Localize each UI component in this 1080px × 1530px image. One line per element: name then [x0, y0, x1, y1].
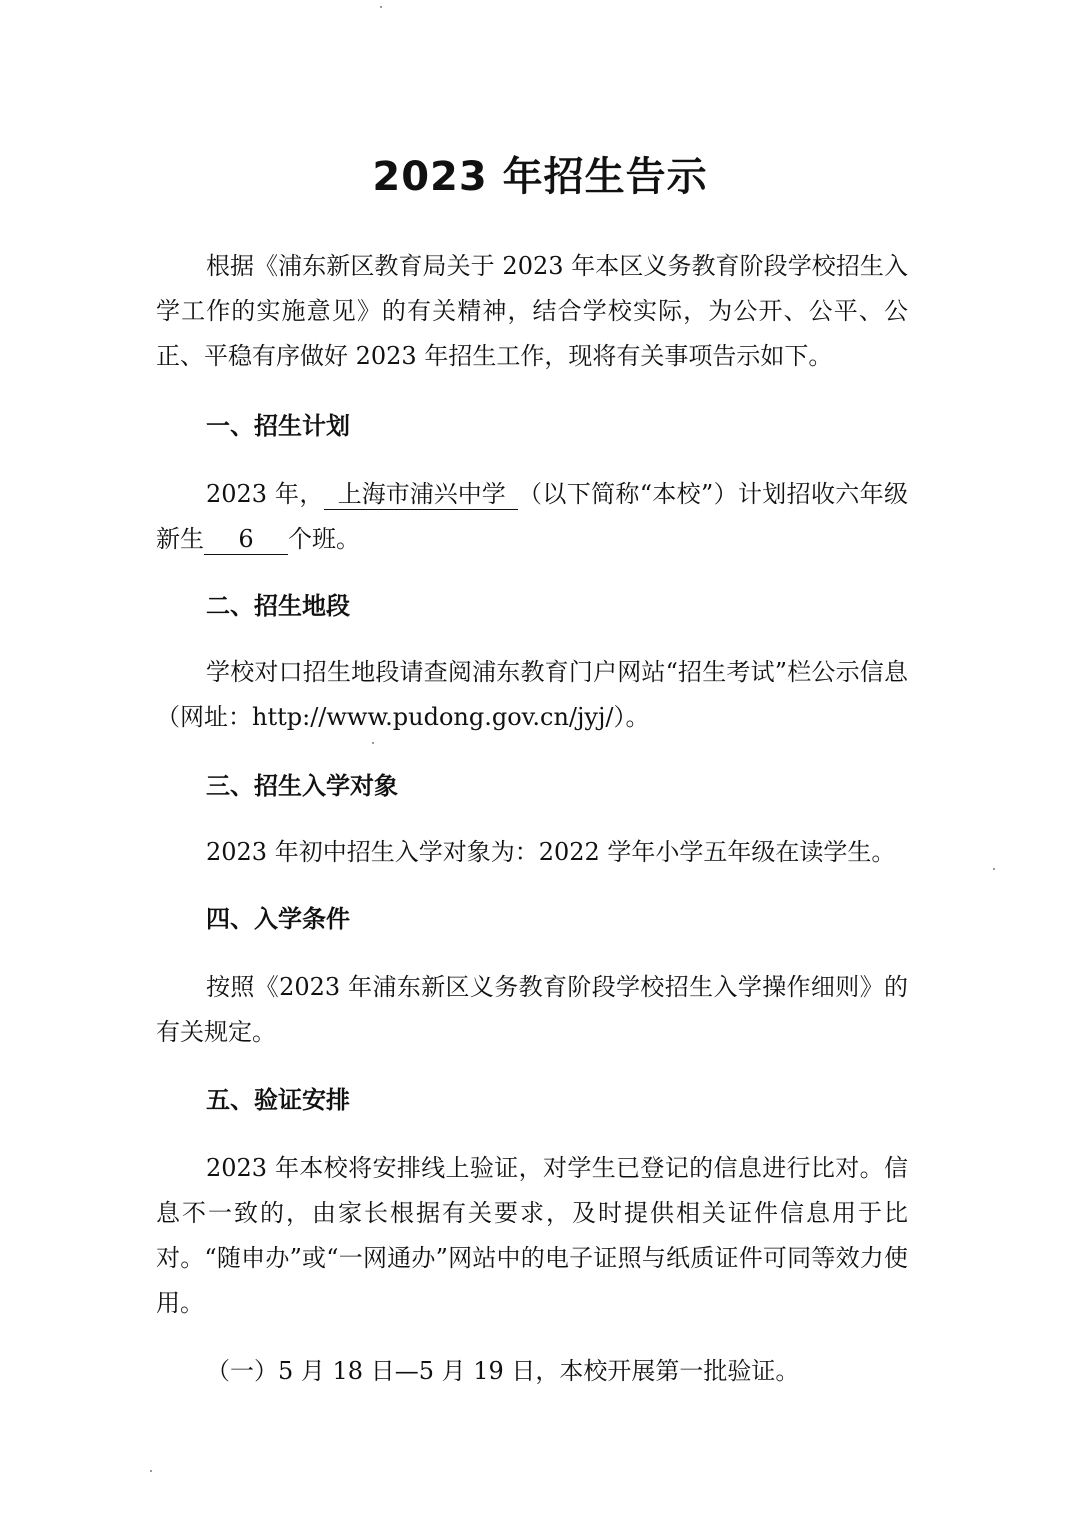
scan-speck: [150, 1470, 152, 1472]
section-heading-conditions: 四、入学条件: [206, 905, 350, 933]
intro-paragraph: 根据《浦东新区教育局关于 2023 年本区义务教育阶段学校招生入学工作的实施意见》的有关精神，结合学校实际，为公开、公平、公正、平稳有序做好 2023 年招生工作，现将有关事项告示如下。: [156, 252, 908, 370]
section-heading-eligibility: 三、招生入学对象: [206, 772, 398, 800]
verification-paragraph: 2023 年本校将安排线上验证，对学生已登记的信息进行比对。信息不一致的，由家长根据有关要求，及时提供相关证件信息用于比对。“随申办”或“一网通办”网站中的电子证照与纸质证件可同等效力使用。: [156, 1154, 908, 1317]
plan-text-start: 2023 年，: [206, 480, 324, 508]
school-name-blank: 上海市浦兴中学: [324, 479, 518, 510]
section-heading-area: 二、招生地段: [206, 592, 350, 620]
scan-speck: [380, 6, 382, 8]
conditions-paragraph: 按照《2023 年浦东新区义务教育阶段学校招生入学操作细则》的有关规定。: [156, 973, 908, 1046]
verification-item-1: （一）5 月 18 日—5 月 19 日，本校开展第一批验证。: [206, 1357, 800, 1385]
class-count-blank: 6: [204, 524, 288, 555]
scan-speck: [372, 742, 374, 744]
area-paragraph: 学校对口招生地段请查阅浦东教育门户网站“招生考试”栏公示信息（网址：http://www.pudong.gov.cn/jyj/）。: [156, 658, 908, 731]
scan-speck: [993, 868, 995, 870]
eligibility-paragraph: 2023 年初中招生入学对象为：2022 学年小学五年级在读学生。: [206, 838, 896, 866]
plan-text-middle: （以下简称“本校”）计划招收六年级新生: [156, 480, 908, 553]
section-heading-verification: 五、验证安排: [206, 1086, 350, 1114]
plan-text-end: 个班。: [288, 525, 360, 553]
page-title: 2023 年招生告示: [372, 154, 708, 200]
plan-paragraph: [156, 472, 908, 562]
section-heading-plan: 一、招生计划: [206, 412, 350, 440]
